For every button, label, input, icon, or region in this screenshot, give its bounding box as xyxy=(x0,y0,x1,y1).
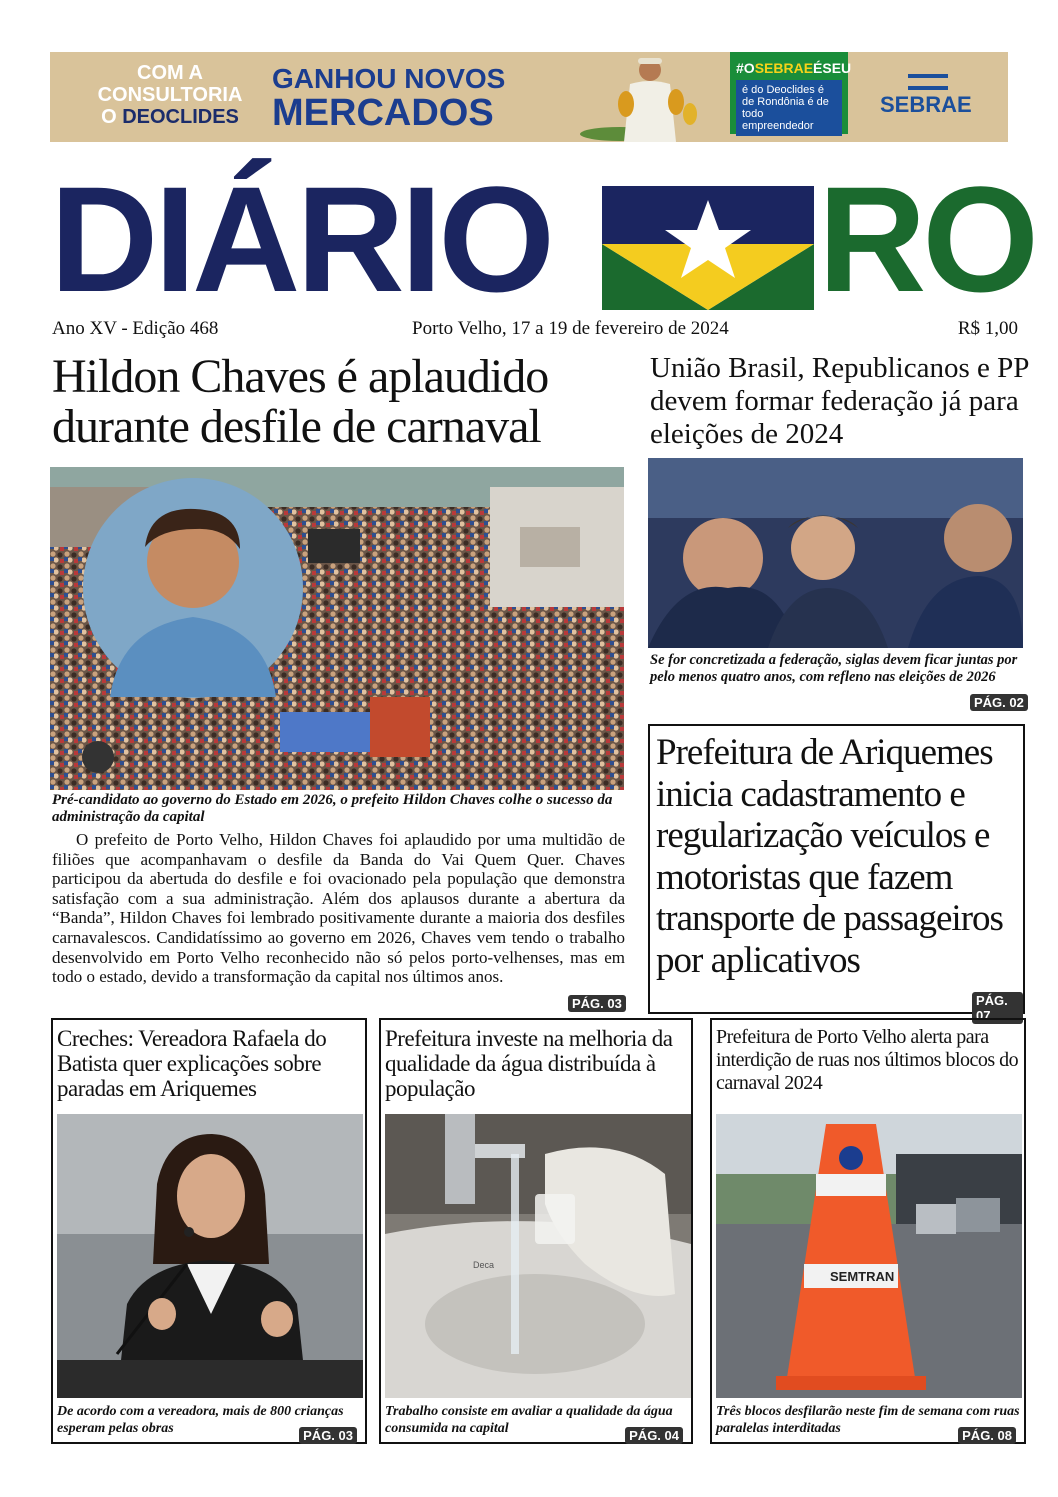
edition-number: Ano XV - Edição 468 xyxy=(52,318,219,339)
ad-campaign-sub: é do Deoclides é de Rondônia é de todo empreendedor xyxy=(736,80,842,136)
creches-story-box[interactable] xyxy=(51,1018,367,1444)
cone-label: SEMTRAN xyxy=(830,1269,895,1284)
water-page-ref[interactable]: PÁG. 04 xyxy=(625,1427,683,1444)
main-story-body: O prefeito de Porto Velho, Hildon Chaves foi aplaudido por uma multidão de filiões que acompanhavam o desfile da Banda do Vai Quem Quer. Chaves participou da abertuda do desfile e foi ovacionado pela população que demonstra satisfação com a sua administração. Além dos aplausos durante a abertura da “Banda”, Hildon Chaves foi lembrado positivamente durante a maioria dos desfiles carnavalescos. Candidatíssimo ao governo em 2026, Chaves vem tendo o trabalho desenvolvido em Porto Velho reconhecido não só pelos porto-velhenses, mas em todo o estado, devido a transformação da capital nos últimos anos. xyxy=(52,830,625,987)
sebrae-wordmark: SEBRAE xyxy=(880,92,972,117)
sebrae-logo xyxy=(880,74,990,118)
masthead-diario: DIÁRIO xyxy=(50,155,551,323)
ad-left-line3a: O xyxy=(101,106,123,128)
federation-caption: Se for concretizada a federação, siglas devem ficar juntas por pelo menos quatro anos, com refleno nas eleições de 2026 xyxy=(650,652,1018,685)
ad-left-text xyxy=(80,62,260,128)
creches-page-ref[interactable]: PÁG. 03 xyxy=(299,1427,357,1444)
councilwoman-photo[interactable] xyxy=(57,1114,363,1398)
politicians-photo[interactable] xyxy=(648,458,1023,648)
main-photo-caption: Pré-candidato ao governo do Estado em 2026, o prefeito Hildon Chaves colhe o sucesso da administração da capital xyxy=(52,792,613,825)
ad-left-line3 xyxy=(80,106,260,128)
ad-tag-a: #O xyxy=(736,60,755,76)
masthead xyxy=(50,155,1035,323)
dateline xyxy=(52,318,1018,342)
main-page-ref[interactable]: PÁG. 03 xyxy=(568,995,626,1012)
rondonia-flag-icon xyxy=(602,186,814,310)
ad-campaign-box xyxy=(730,52,852,134)
traffic-cone-photo[interactable] xyxy=(716,1114,1022,1398)
water-headline: Prefeitura investe na melhoria da qualidade da água distribuída à população xyxy=(385,1026,673,1101)
ariquemes-story-box[interactable] xyxy=(648,724,1025,1023)
sink-brand-label: Deca xyxy=(473,1260,495,1270)
carnival-streets-story-box[interactable] xyxy=(710,1018,1026,1444)
issue-date: Porto Velho, 17 a 19 de fevereiro de 2024 xyxy=(412,318,729,339)
masthead-ro: RO xyxy=(818,155,1035,323)
ad-mid-line1: GANHOU NOVOS xyxy=(272,63,506,94)
ad-left-line2: CONSULTORIA xyxy=(97,84,243,106)
issue-price: R$ 1,00 xyxy=(957,318,1018,339)
ad-tag-c: ÉSEU xyxy=(813,60,852,76)
creches-caption: De acordo com a vereadora, mais de 800 crianças esperam pelas obras xyxy=(57,1404,344,1436)
water-caption: Trabalho consiste em avaliar a qualidade da água consumida na capital xyxy=(385,1404,673,1436)
streets-caption: Três blocos desfilarão neste fim de semana com ruas paralelas interditadas xyxy=(716,1404,1020,1436)
streets-page-ref[interactable]: PÁG. 08 xyxy=(958,1427,1016,1444)
federation-headline[interactable]: União Brasil, Republicanos e PP devem formar federação já para eleições de 2024 xyxy=(650,352,1029,450)
carnival-crowd-photo[interactable] xyxy=(50,467,624,790)
ad-left-line3b: DEOCLIDES xyxy=(122,106,239,128)
main-headline[interactable]: Hildon Chaves é aplaudido durante desfile de carnaval xyxy=(52,350,549,453)
sebrae-bars-icon xyxy=(908,74,948,90)
ad-farmer-illustration xyxy=(580,52,720,142)
advertisement-banner[interactable] xyxy=(50,52,1008,142)
streets-headline: Prefeitura de Porto Velho alerta para interdição de ruas nos últimos blocos do carnaval 2024 xyxy=(716,1026,1019,1094)
ad-left-line1: COM A xyxy=(137,62,203,84)
ariquemes-headline: Prefeitura de Ariquemes inicia cadastramento e regularização veículos e motoristas que fazem transporte de passageiros por aplicativos xyxy=(656,732,1003,981)
ariquemes-page-ref[interactable]: PÁG. 07 xyxy=(972,992,1023,1024)
water-story-box[interactable] xyxy=(379,1018,693,1444)
ad-campaign-tag xyxy=(730,52,852,80)
ad-tag-b: SEBRAE xyxy=(754,60,814,76)
creches-headline: Creches: Vereadora Rafaela do Batista quer explicações sobre paradas em Ariquemes xyxy=(57,1026,327,1101)
water-tap-photo[interactable] xyxy=(385,1114,691,1398)
federation-page-ref[interactable]: PÁG. 02 xyxy=(970,694,1028,711)
ad-headline xyxy=(272,64,522,132)
ad-mid-line2: MERCADOS xyxy=(272,92,494,134)
